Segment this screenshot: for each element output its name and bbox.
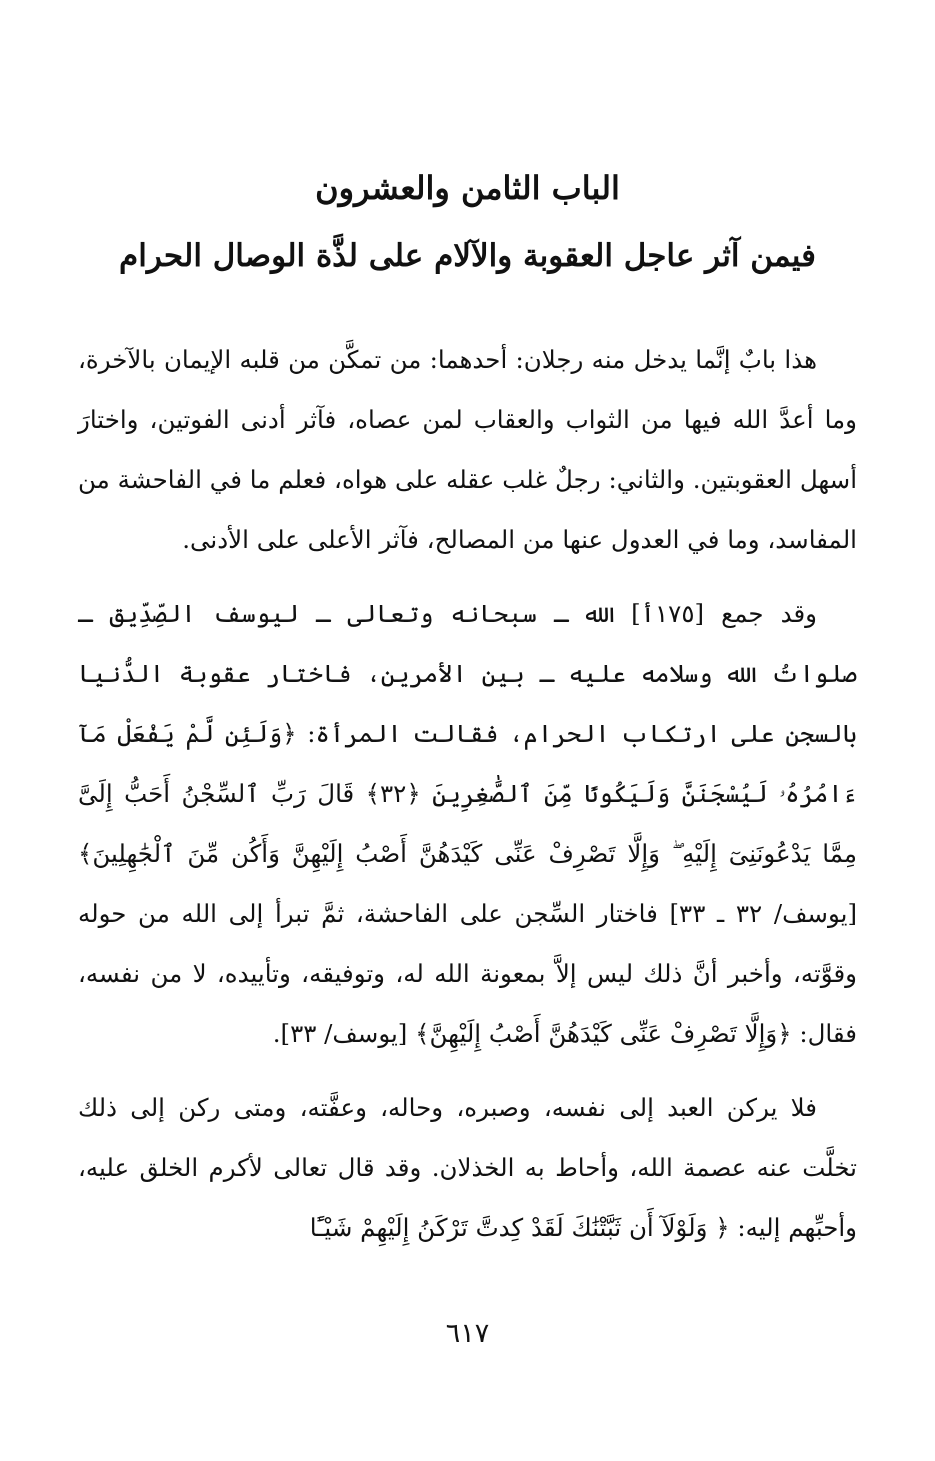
paragraph-3: فلا يركن العبد إلى نفسه، وصبره، وحاله، وعفَّته، ومتى ركن إلى ذلك تخلَّت عنه عصمة الله، وأحاط به الخذلان. وقد قال تعالى لأكرم الخلق عليه، وأحبِّهم إليه: ﴿ وَلَوْلَآ أَن ثَبَّتْنَٰكَ لَقَدْ كِدتَّ تَرْكَنُ إِلَيْهِمْ شَيْـًٔا (78, 1093, 857, 1242)
paragraph-1: هذا بابٌ إنَّما يدخل منه رجلان: أحدهما: من تمكَّن من قلبه الإيمان بالآخرة، وما أعدَّ الله فيها من الثواب والعقاب لمن عصاه، فآثر أدنى الفوتين، واختارَ أسهل العقوبتين. والثاني: رجلٌ غلب عقله على هواه، فعلم ما في الفاحشة من المفاسد، وما في العدول عنها من المصالح، فآثر الأعلى على الأدنى. (78, 345, 857, 554)
chapter-subtitle: فيمن آثر عاجل العقوبة والآلام على لذَّة الوصال الحرام (119, 238, 816, 274)
paragraph-2: وقد جمع [١٧٥أ] الله ـ سبحانه وتعالى ـ ليوسف الصِّدِّيق ـ صلواتُ الله وسلامه عليه ـ بين الأمرين، فاختار عقوبة الدُّنيا بالسجن على ارتكاب الحرام، فقالت المرأة: ﴿وَلَئِن لَّمْ يَفْعَلْ مَآ ءَامُرُهُۥ لَيُسْجَنَنَّ وَلَيَكُونًا مِّنَ ٱلصَّٰغِرِينَ ﴿٣٢﴾ قَالَ رَبِّ ٱلسِّجْنُ أَحَبُّ إِلَىَّ مِمَّا يَدْعُونَنِىٓ إِلَيْهِ ۖ وَإِلَّا تَصْرِفْ عَنِّى كَيْدَهُنَّ أَصْبُ إِلَيْهِنَّ وَأَكُن مِّنَ ٱلْجَٰهِلِينَ﴾ [يوسف/ ٣٢ ـ ٣٣] فاختار السِّجن على الفاحشة، ثمَّ تبرأ إلى الله من حوله وقوَّته، وأخبر أنَّ ذلك ليس إلاَّ بمعونة الله له، وتوفيقه، وتأييده، لا من نفسه، فقال: ﴿وَإِلَّا تَصْرِفْ عَنِّى كَيْدَهُنَّ أَصْبُ إِلَيْهِنَّ﴾ [يوسف/ ٣٣]. (78, 599, 857, 1048)
page-number: ٦١٧ (445, 1318, 490, 1349)
chapter-title: الباب الثامن والعشرون (315, 169, 620, 207)
body-text (78, 330, 857, 1272)
